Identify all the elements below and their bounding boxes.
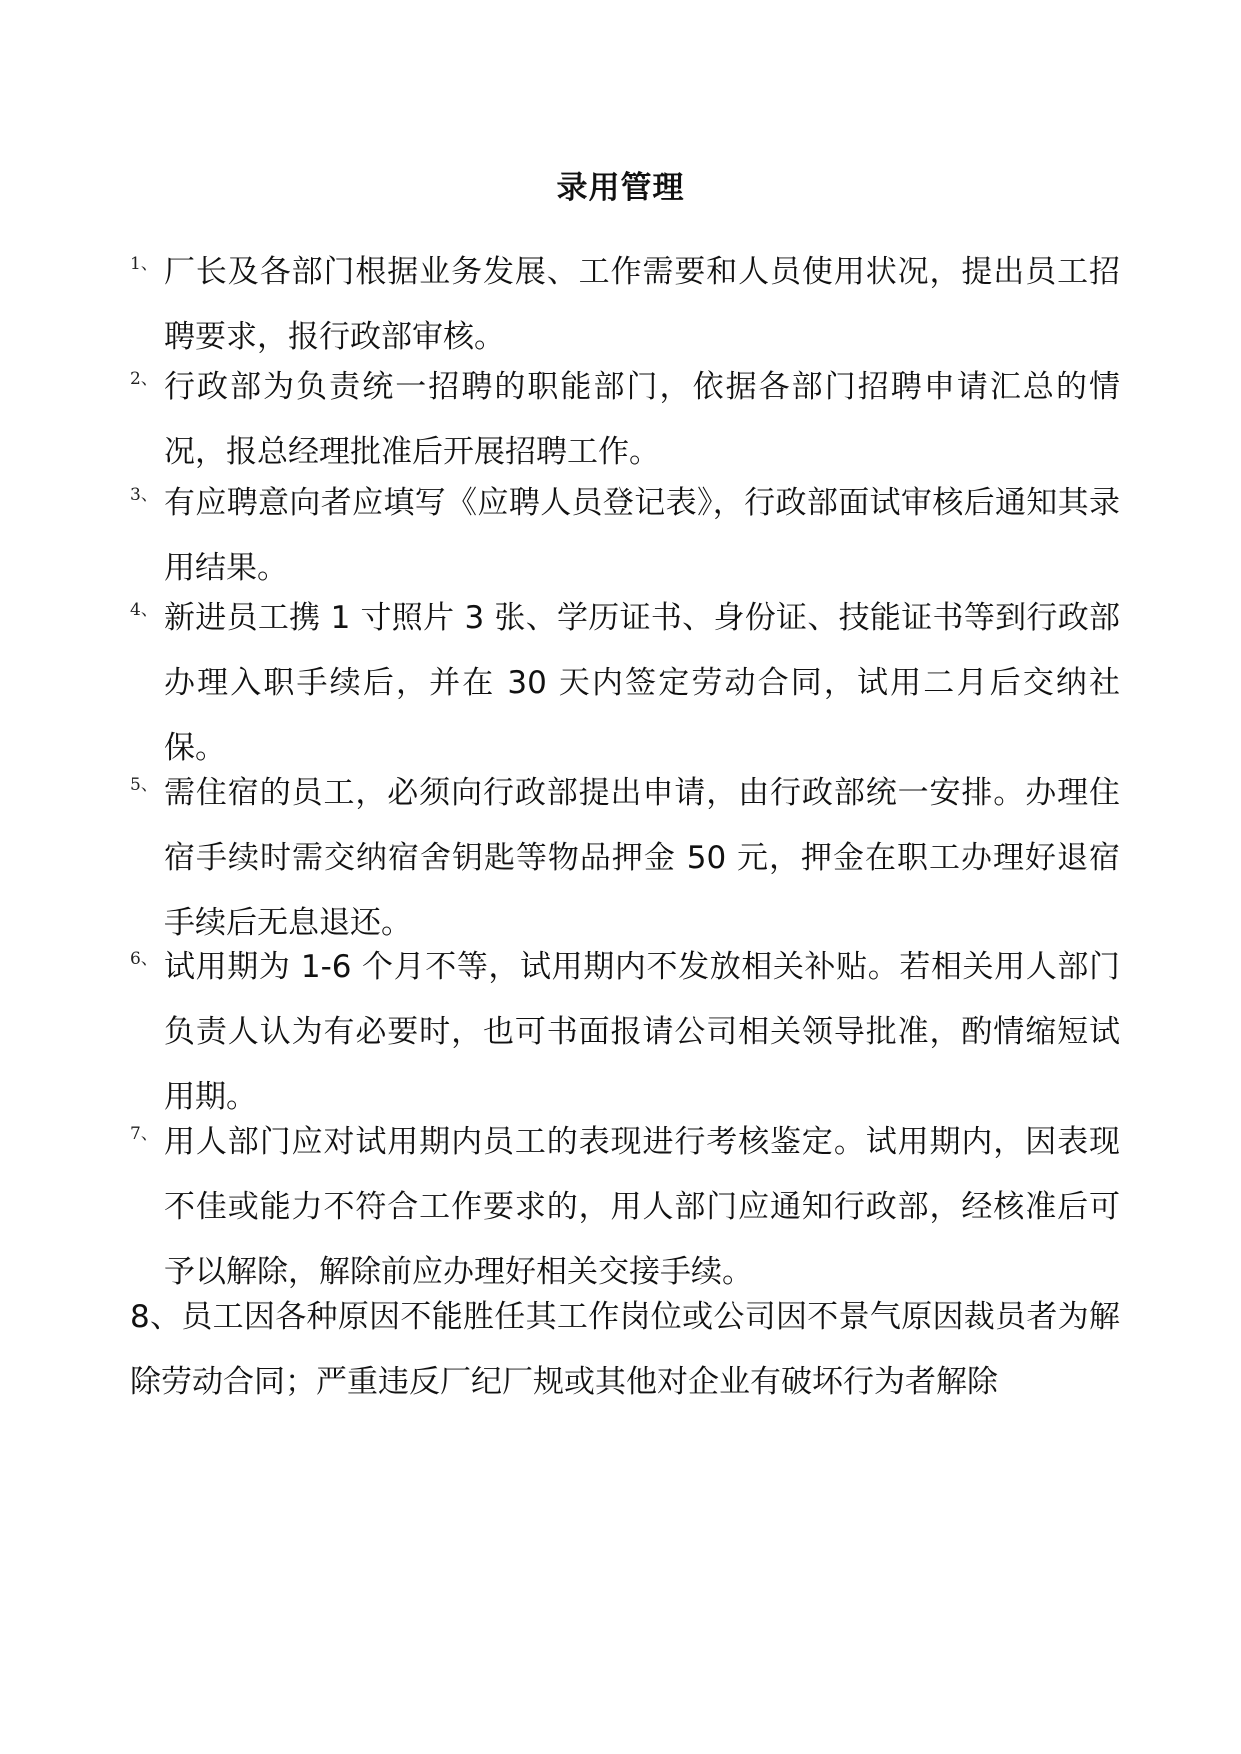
- list-item-6: [130, 935, 1120, 1130]
- list-item-3: [130, 471, 1120, 601]
- item-text: 新进员工携 1 寸照片 3 张、学历证书、身份证、技能证书等到行政部办理入职手续后，并在 30 天内签定劳动合同，试用二月后交纳社保。: [164, 600, 1120, 766]
- item-text: 试用期为 1-6 个月不等，试用期内不发放相关补贴。若相关用人部门负责人认为有必要时，也可书面报请公司相关领导批准，酌情缩短试用期。: [164, 949, 1120, 1115]
- item-number: 6、: [130, 949, 158, 969]
- item-number: 5、: [130, 775, 158, 795]
- item-text: 厂长及各部门根据业务发展、工作需要和人员使用状况，提出员工招聘要求，报行政部审核。: [164, 254, 1120, 355]
- item-number: 2、: [130, 369, 158, 389]
- list-item-1: [130, 240, 1120, 370]
- list-item-8: 8、员工因各种原因不能胜任其工作岗位或公司因不景气原因裁员者为解除劳动合同；严重违反厂纪厂规或其他对企业有破坏行为者解除: [130, 1299, 1120, 1400]
- list-item-4: [130, 586, 1120, 781]
- list-item-5: [130, 761, 1120, 956]
- item-number: 7、: [130, 1124, 158, 1144]
- list-item-2: [130, 355, 1120, 485]
- item-text: 有应聘意向者应填写《应聘人员登记表》，行政部面试审核后通知其录用结果。: [164, 485, 1120, 586]
- item-number: 1、: [130, 254, 158, 274]
- item-number: 4、: [130, 600, 158, 620]
- item-number: 3、: [130, 485, 158, 505]
- list-item-7: [130, 1110, 1120, 1305]
- item-text: 用人部门应对试用期内员工的表现进行考核鉴定。试用期内，因表现不佳或能力不符合工作要求的，用人部门应通知行政部，经核准后可予以解除，解除前应办理好相关交接手续。: [164, 1124, 1120, 1290]
- item-text: 行政部为负责统一招聘的职能部门，依据各部门招聘申请汇总的情况，报总经理批准后开展招聘工作。: [164, 369, 1120, 470]
- item-text: 需住宿的员工，必须向行政部提出申请，由行政部统一安排。办理住宿手续时需交纳宿舍钥匙等物品押金 50 元，押金在职工办理好退宿手续后无息退还。: [164, 775, 1120, 941]
- document-title: 录用管理: [556, 170, 685, 206]
